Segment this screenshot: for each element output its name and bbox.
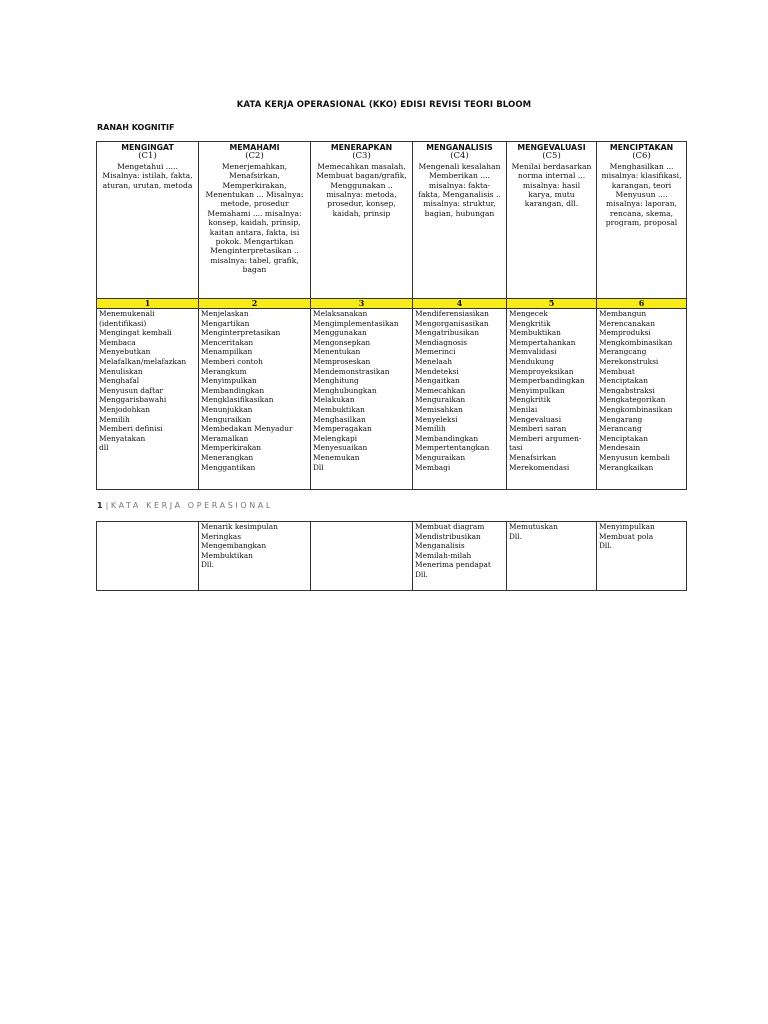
column-description-line: aturan, urutan, metoda	[102, 180, 193, 190]
verb-item: Mengartikan	[201, 318, 250, 328]
column-description-line: misalnya: metoda,	[326, 190, 397, 200]
verb-item: Mendesain	[599, 443, 641, 453]
verb-item: Mendeteksi	[415, 366, 459, 376]
column-description-line: Menafsirkan,	[229, 171, 280, 181]
column-description-line: Menginterpretasikan ..	[210, 246, 299, 256]
verb-item: Dll.	[415, 569, 429, 579]
verb-item: Mengabstraksi	[599, 385, 655, 395]
verb-item: Membandingkan	[415, 433, 479, 443]
section-heading: RANAH KOGNITIF	[97, 123, 175, 132]
column-description-line: misalnya: klasifikasi,	[601, 171, 682, 181]
verb-item: Memvalidasi	[509, 347, 557, 357]
number-cell: 2	[199, 299, 311, 309]
verb-cell	[311, 309, 413, 490]
column-description-line: Memahami .... misalnya:	[207, 208, 302, 218]
page-number: 1	[97, 501, 103, 510]
verb-item: Menguraikan	[415, 452, 466, 462]
page-footer	[97, 501, 273, 510]
verb-item: Melengkapi	[313, 433, 358, 443]
verb-item: Memecahkan	[415, 385, 466, 395]
verb-item: Memilih	[415, 424, 446, 434]
column-description-line: Misalnya: istilah, fakta,	[102, 171, 193, 181]
verb-item: Menafsirkan	[509, 452, 557, 462]
verb-cell-continued	[413, 522, 507, 591]
verb-item: Menciptakan	[599, 433, 648, 443]
column-description-line: Menggunakan ..	[330, 180, 393, 190]
column-description-line: Menyusun ....	[615, 190, 668, 200]
verb-item: Membaca	[99, 337, 136, 347]
verb-row	[97, 309, 687, 490]
verb-item: Memperbandingkan	[509, 376, 585, 386]
verb-item: Mengaitkan	[415, 376, 460, 386]
verb-item: dll	[99, 443, 109, 453]
number-cell: 6	[597, 299, 687, 309]
verb-item: Memperkirakan	[201, 443, 262, 453]
column-description-line: karangan, dll.	[524, 199, 579, 209]
column-name: MENGEVALUASI	[517, 143, 586, 152]
verb-item: Mempertentangkan	[415, 443, 490, 453]
column-code: (C1)	[138, 151, 157, 162]
verb-item: Menunjukkan	[201, 404, 253, 414]
verb-item: Melakukan	[313, 395, 355, 405]
header-cell	[311, 142, 413, 299]
number-cell: 5	[507, 299, 597, 309]
kko-table	[96, 141, 687, 490]
column-code: (C6)	[632, 151, 651, 162]
verb-cell-continued	[597, 522, 687, 591]
verb-item: Merekomendasi	[509, 462, 570, 472]
number-cell: 1	[97, 299, 199, 309]
column-name: MENCIPTAKAN	[609, 143, 674, 152]
verb-item: Menganalisis	[415, 541, 465, 551]
verb-item: Menceritakan	[201, 337, 254, 347]
verb-item: Memberi saran	[509, 424, 567, 434]
column-description-line: Memberikan ....	[429, 171, 490, 181]
verb-item: Dll.	[599, 541, 613, 551]
verb-item: Menyebutkan	[99, 347, 151, 357]
column-code: (C5)	[542, 151, 561, 162]
column-description-line: Memperkirakan,	[222, 180, 287, 190]
column-description-line: fakta, Menganalisis ..	[418, 190, 501, 200]
column-description-line: bagian, hubungan	[424, 208, 495, 218]
verb-item: Menghubungkan	[313, 385, 377, 395]
kko-table-continued	[96, 521, 687, 591]
verb-item: Memproseskan	[313, 356, 371, 366]
column-description-line: kaidah, prinsip	[332, 208, 391, 218]
column-description-line: norma internal ...	[517, 171, 586, 181]
verb-item: Membuktikan	[313, 404, 365, 414]
verb-item: Mendukung	[509, 356, 554, 366]
column-description-line: misalnya: struktur,	[423, 199, 496, 209]
column-description-line: kaitan antara, fakta, isi	[209, 227, 300, 237]
verb-item: Merencanakan	[599, 318, 655, 328]
header-cell	[597, 142, 687, 299]
verb-row-continued	[97, 522, 687, 591]
header-cell	[413, 142, 507, 299]
verb-item: Membandingkan	[201, 385, 265, 395]
verb-item: Memproyeksikan	[509, 366, 574, 376]
number-cell: 4	[413, 299, 507, 309]
column-description-line: misalnya: tabel, grafik,	[210, 255, 299, 265]
column-description-line: rencana, skema,	[609, 208, 674, 218]
verb-item: Menemukan	[313, 452, 360, 462]
verb-item: Menyimpulkan	[509, 385, 565, 395]
verb-item: Menggunakan	[313, 328, 367, 338]
verb-item: Mengkritik	[509, 395, 551, 405]
column-description-line: Mengenali kesalahan	[418, 161, 501, 171]
column-description-line: Mengetahui .....	[117, 161, 178, 171]
verb-item: Memutuskan	[509, 522, 558, 531]
verb-item: Menilai	[509, 404, 538, 414]
column-description-line: konsep, kaidah, prinsip,	[208, 218, 301, 228]
verb-item: Menjelaskan	[201, 309, 249, 318]
verb-item: Mendiferensiasikan	[415, 309, 489, 318]
verb-item: Membangun	[599, 309, 647, 318]
verb-item: Memerinci	[415, 347, 456, 357]
verb-item: Mengklasifikasikan	[201, 395, 274, 405]
column-description-line: misalnya: fakta-	[428, 180, 491, 190]
verb-cell-continued	[199, 522, 311, 591]
verb-item: Mendiagnosis	[415, 337, 468, 347]
verb-item: Menghitung	[313, 376, 359, 386]
verb-item: Membagi	[415, 462, 451, 472]
verb-item: Memberi contoh	[201, 356, 263, 366]
column-description-line: Menerjemahkan,	[221, 161, 288, 171]
verb-item: Menggarisbawahi	[99, 395, 167, 405]
column-description-line: Membuat bagan/grafik,	[316, 171, 407, 181]
verb-item: Memberi definisi	[99, 424, 163, 434]
header-cell	[97, 142, 199, 299]
column-description-line: karya, mutu	[528, 190, 575, 200]
column-description-line: pokok. Mengartikan	[215, 237, 294, 247]
verb-item: Menuliskan	[99, 366, 143, 376]
column-name: MEMAHAMI	[229, 143, 280, 152]
verb-cell	[413, 309, 507, 490]
column-description-line: bagan	[242, 265, 267, 275]
verb-cell	[97, 309, 199, 490]
verb-item: Melafalkan/melafazkan	[99, 356, 187, 366]
footer-separator: |	[105, 501, 111, 510]
verb-item: Mengembangkan	[201, 541, 267, 551]
verb-item: Mengatribusikan	[415, 328, 479, 338]
verb-item: Menjodohkan	[99, 404, 151, 414]
column-description-line: Memecahkan masalah,	[317, 161, 406, 171]
verb-item: Mengevaluasi	[509, 414, 562, 424]
verb-item: Menyimpulkan	[599, 522, 655, 531]
verb-item: Merangcang	[599, 347, 647, 357]
verb-item: Membuktikan	[201, 550, 253, 560]
verb-item: Mendemonstrasikan	[313, 366, 390, 376]
verb-item: Mengimplementasikan	[313, 318, 399, 328]
verb-item: Menghasilkan	[313, 414, 366, 424]
verb-item: Menerima pendapat	[415, 560, 491, 570]
verb-item: Melaksanakan	[313, 309, 368, 318]
verb-cell	[507, 309, 597, 490]
verb-item: (identifikasi)	[99, 318, 147, 328]
verb-item: Menguraikan	[415, 395, 466, 405]
verb-item: Mengorganisasikan	[415, 318, 489, 328]
column-name: MENGANALISIS	[426, 143, 493, 152]
header-cell	[199, 142, 311, 299]
verb-item: Dll.	[201, 560, 215, 570]
verb-item: Mengkategorikan	[599, 395, 666, 405]
verb-item: Merancang	[599, 424, 642, 434]
document-title: KATA KERJA OPERASIONAL (KKO) EDISI REVISI TEORI BLOOM	[236, 100, 532, 110]
footer-text: KATA KERJA OPERASIONAL	[110, 501, 273, 510]
verb-item: Menerangkan	[201, 452, 254, 462]
verb-item: Dll	[313, 462, 324, 472]
column-description-line: Menilai berdasarkan	[511, 161, 592, 171]
verb-item: Memperagakan	[313, 424, 372, 434]
column-description-line: Menentukan ... Misalnya:	[205, 190, 304, 200]
verb-item: tasi	[509, 443, 523, 453]
number-row	[97, 299, 687, 309]
verb-item: Menciptakan	[599, 376, 648, 386]
verb-item: Menarik kesimpulan	[201, 522, 278, 531]
verb-item: Membuat pola	[599, 531, 654, 541]
verb-item: Memberi argumen-	[509, 433, 582, 443]
verb-item: Menyesuaikan	[313, 443, 368, 453]
column-code: (C3)	[352, 151, 371, 162]
verb-item: Mengkombinasikan	[599, 337, 673, 347]
verb-item: Mengingat kembali	[99, 328, 172, 338]
number-cell: 3	[311, 299, 413, 309]
verb-item: Menyimpulkan	[201, 376, 257, 386]
verb-cell-continued	[97, 522, 199, 591]
header-cell	[507, 142, 597, 299]
column-description-line: prosedur, konsep,	[327, 199, 396, 209]
verb-item: Menelaah	[415, 356, 453, 366]
verb-item: Menampilkan	[201, 347, 253, 357]
verb-item: Mendistribusikan	[415, 531, 481, 541]
verb-item: Menentukan	[313, 347, 361, 357]
column-description-line: misalnya: hasil	[522, 180, 581, 190]
verb-cell-continued	[311, 522, 413, 591]
verb-item: Mengarang	[599, 414, 643, 424]
verb-item: Menyusun daftar	[99, 385, 164, 395]
verb-item: Menghafal	[99, 376, 140, 386]
verb-item: Merangkaikan	[599, 462, 654, 472]
verb-item: Merangkum	[201, 366, 247, 376]
verb-item: Meramalkan	[201, 433, 249, 443]
verb-cell-continued	[507, 522, 597, 591]
verb-cell	[199, 309, 311, 490]
verb-item: Memilih	[99, 414, 130, 424]
verb-item: Membuat diagram	[415, 522, 485, 531]
verb-item: Membuktikan	[509, 328, 561, 338]
column-name: MENERAPKAN	[330, 143, 393, 152]
verb-item: Menyatakan	[99, 433, 146, 443]
verb-item: Menguraikan	[201, 414, 252, 424]
verb-item: Menggantikan	[201, 462, 256, 472]
verb-item: Memilah-milah	[415, 550, 472, 560]
header-row	[97, 142, 687, 299]
column-description-line: metode, prosedur	[220, 199, 289, 209]
verb-item: Menyeleksi	[415, 414, 458, 424]
verb-item: Mempertahankan	[509, 337, 576, 347]
column-name: MENGINGAT	[121, 143, 174, 152]
column-description-line: program, proposal	[605, 218, 678, 228]
column-code: (C4)	[450, 151, 469, 162]
verb-item: Merekonstruksi	[599, 356, 659, 366]
verb-item: Menyusun kembali	[599, 452, 671, 462]
column-description-line: karangan, teori	[611, 180, 672, 190]
verb-cell	[597, 309, 687, 490]
verb-item: Membuat	[599, 366, 635, 376]
column-code: (C2)	[245, 151, 264, 162]
verb-item: Mengecek	[509, 309, 548, 318]
verb-item: Dll.	[509, 531, 523, 541]
verb-item: Memproduksi	[599, 328, 651, 338]
verb-item: Mengonsepkan	[313, 337, 371, 347]
verb-item: Membedakan Menyadur	[201, 424, 293, 434]
verb-item: Memisahkan	[415, 404, 463, 414]
verb-item: Mengkritik	[509, 318, 551, 328]
verb-item: Meringkas	[201, 531, 242, 541]
column-description-line: misalnya: laporan,	[605, 199, 677, 209]
verb-item: Menemukenali	[99, 309, 155, 318]
verb-item: Menginterpretasikan	[201, 328, 281, 338]
verb-item: Mengkombinasikan	[599, 404, 673, 414]
column-description-line: Menghasilkan ...	[609, 161, 674, 171]
